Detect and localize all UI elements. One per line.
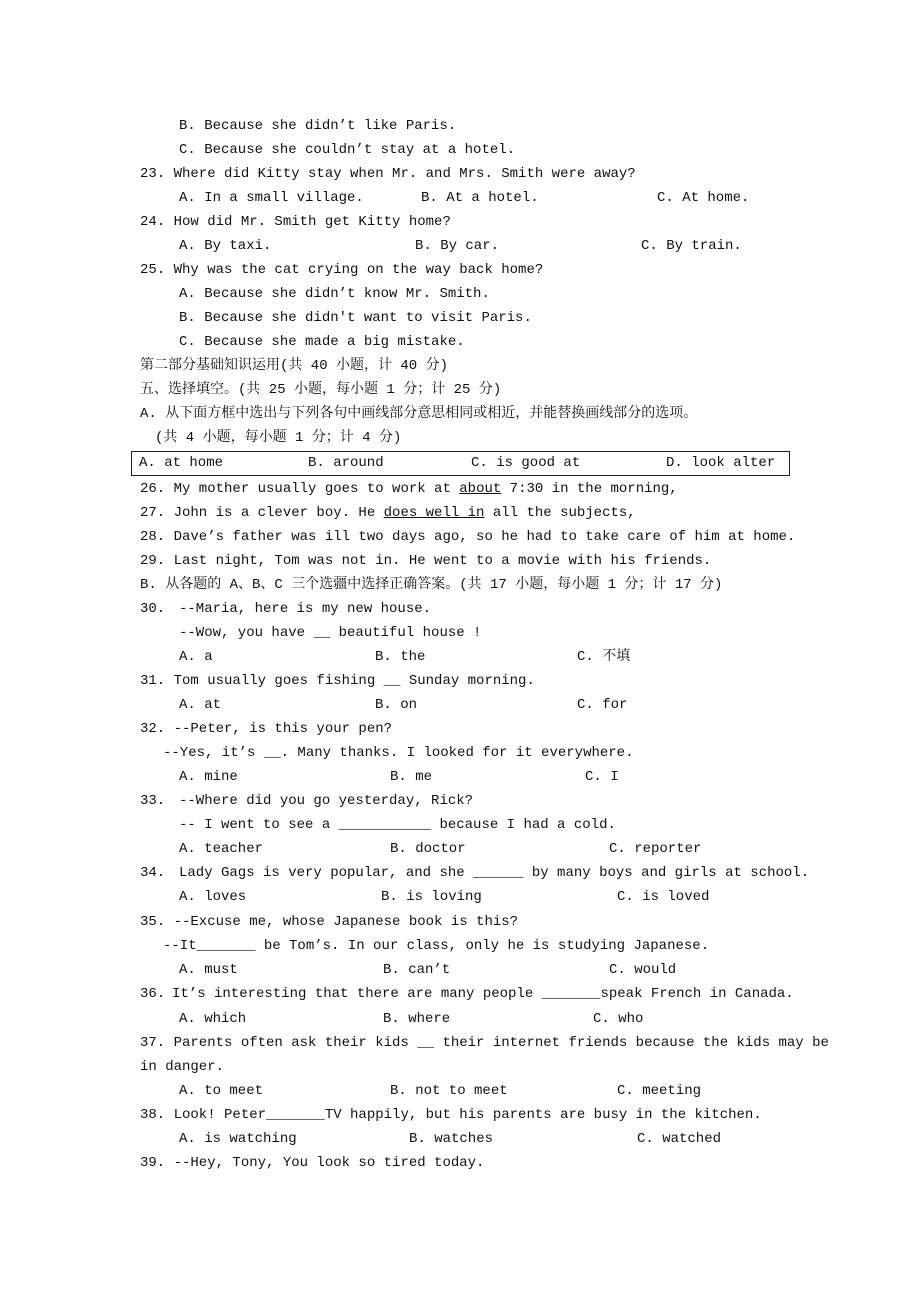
q35-option-b: B. can’t [383,962,451,978]
q39-stem: 39. --Hey, Tony, You look so tired today. [140,1155,485,1171]
q36-option-b: B. where [383,1011,451,1027]
q23-option-c: C. At home. [657,190,750,206]
q32-option-a: A. mine [179,769,238,785]
q30-option-b: B. the [375,649,426,665]
q28-stem: 28. Dave’s father was ill two days ago, so he had to take care of him at home. [140,529,796,545]
q23-option-a: A. In a small village. [179,190,364,206]
q23-option-b: B. At a hotel. [421,190,539,206]
q36-option-c: C. who [593,1011,644,1027]
q27-text-end: all the subjects, [484,505,636,521]
section-a-score: (共 4 小题，每小题 1 分；计 4 分) [155,430,402,446]
q32-option-b: B. me [390,769,433,785]
section5-title: 五、选择填空。(共 25 小题，每小题 1 分；计 25 分) [140,382,502,398]
section-a-instructions: A. 从下面方框中选出与下列各句中画线部分意思相同或相近，并能替换画线部分的选项。 [140,406,698,422]
part2-title: 第二部分基础知识运用(共 40 小题，计 40 分) [140,358,449,374]
q33-number: 33. [140,793,166,809]
q33-line1: --Where did you go yesterday, Rick? [179,793,474,809]
q25-option-a: A. Because she didn’t know Mr. Smith. [179,286,490,302]
q36-stem: It’s interesting that there are many people _______speak French in Canada. [172,986,794,1002]
q24-option-b: B. By car. [415,238,500,254]
q25-option-b: B. Because she didn't want to visit Paris. [179,310,532,326]
q34-option-a: A. loves [179,889,247,905]
q33-option-c: C. reporter [609,841,702,857]
q22-option-c: C. Because she couldn’t stay at a hotel. [179,142,516,158]
q35-line2: --It_______ be Tom’s. In our class, only he is studying Japanese. [163,938,710,954]
q33-option-b: B. doctor [390,841,466,857]
q37-option-c: C. meeting [617,1083,702,1099]
q34-option-b: B. is loving [381,889,482,905]
q22-option-b: B. Because she didn’t like Paris. [179,118,457,134]
q38-option-a: A. is watching [179,1131,297,1147]
q33-line2: -- I went to see a ___________ because I had a cold. [179,817,616,833]
q31-stem: 31. Tom usually goes fishing __ Sunday morning. [140,673,535,689]
q25-stem: 25. Why was the cat crying on the way back home? [140,262,544,278]
q37-option-a: A. to meet [179,1083,264,1099]
section-b-instructions: B. 从各题的 A、B、C 三个选疆中选择正确答案。(共 17 小题，每小题 1 分；计 17 分) [140,577,723,593]
q31-option-c: C. for [577,697,628,713]
q30-line2: --Wow, you have __ beautiful house ! [179,625,482,641]
q36-option-a: A. which [179,1011,247,1027]
q30-number: 30. [140,601,166,617]
q30-line1: --Maria, here is my new house. [179,601,432,617]
q35-option-a: A. must [179,962,238,978]
q33-option-a: A. teacher [179,841,264,857]
q37-option-b: B. not to meet [390,1083,508,1099]
q23-stem: 23. Where did Kitty stay when Mr. and Mrs. Smith were away? [140,166,636,182]
q34-option-c: C. is loved [617,889,710,905]
q31-option-b: B. on [375,697,418,713]
q32-option-c: C. I [585,769,619,785]
q27-underlined: does well in [383,505,485,521]
box-option-d: D. look alter [666,455,776,471]
q27-text: 27. John is a clever boy. He [140,505,384,521]
q38-stem: 38. Look! Peter_______TV happily, but his parents are busy in the kitchen. [140,1107,762,1123]
q29-stem: 29. Last night, Tom was not in. He went to a movie with his friends. [140,553,712,569]
q26-text: 26. My mother usually goes to work at [140,481,460,497]
q26-underlined: about [459,481,502,497]
q26 [140,480,678,498]
q24-option-c: C. By train. [641,238,742,254]
q31-option-a: A. at [179,697,222,713]
q38-option-b: B. watches [409,1131,494,1147]
q32-line1: 32. --Peter, is this your pen? [140,721,393,737]
box-option-b: B. around [308,455,384,471]
q24-stem: 24. How did Mr. Smith get Kitty home? [140,214,451,230]
q27 [140,504,636,522]
q35-line1: 35. --Excuse me, whose Japanese book is this? [140,914,519,930]
q30-option-a: A. a [179,649,213,665]
q38-option-c: C. watched [637,1131,722,1147]
q35-option-c: C. would [609,962,677,978]
q34-number: 34. [140,865,166,881]
box-option-c: C. is good at [471,455,581,471]
q32-line2: --Yes, it’s __. Many thanks. I looked for it everywhere. [163,745,634,761]
q37-line2: in danger. [140,1059,225,1075]
q37-line1: 37. Parents often ask their kids __ their internet friends because the kids may be [140,1035,829,1051]
q34-stem: Lady Gags is very popular, and she ______ by many boys and girls at school. [179,865,810,881]
q25-option-c: C. Because she made a big mistake. [179,334,465,350]
q24-option-a: A. By taxi. [179,238,272,254]
q36-number: 36. [140,986,166,1002]
q26-text-end: 7:30 in the morning, [501,481,678,497]
box-option-a: A. at home [139,455,224,471]
q30-option-c: C. 不填 [577,649,631,665]
